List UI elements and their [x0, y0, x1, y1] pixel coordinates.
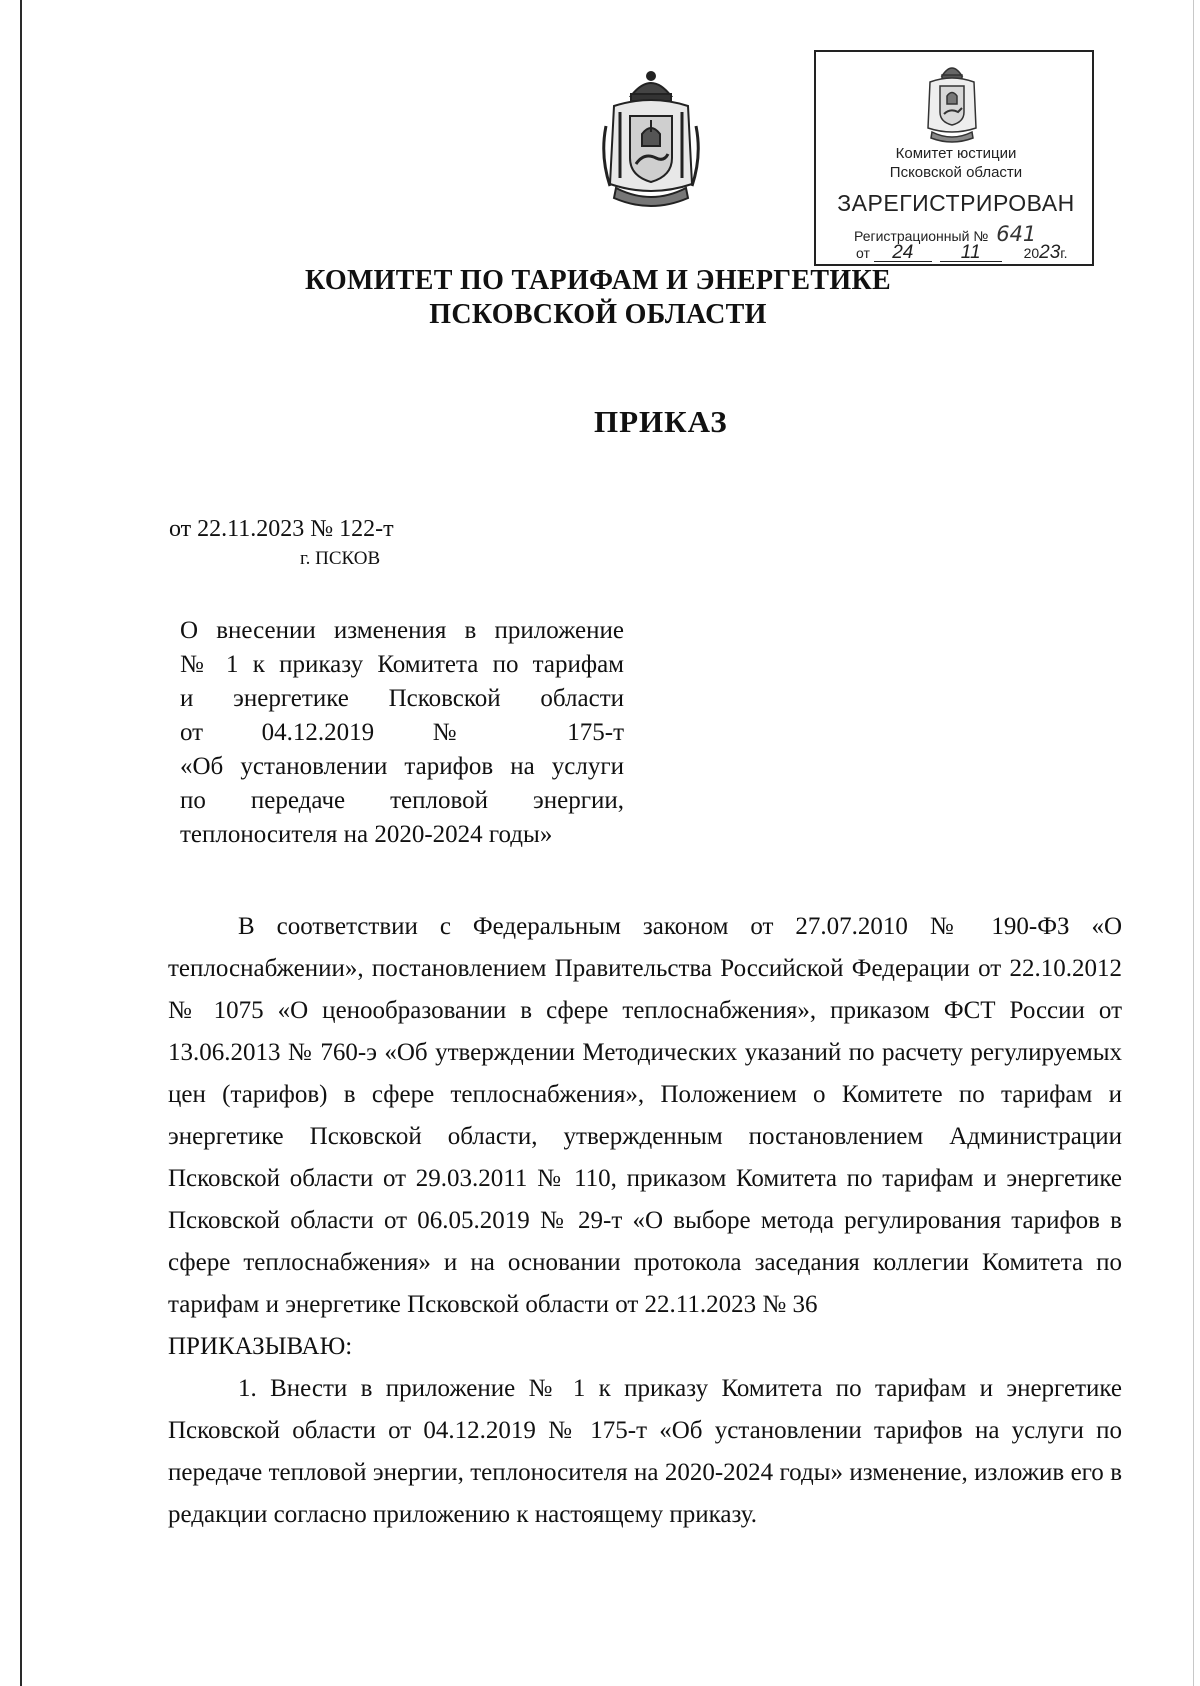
org-title-line2: ПСКОВСКОЙ ОБЛАСТИ [429, 299, 767, 330]
scan-edge-right [1193, 0, 1194, 1686]
stamp-reg-number-value: 641 [996, 222, 1037, 246]
stamp-date-line [856, 242, 1084, 264]
stamp-org-line2: Псковской области [889, 164, 1023, 181]
stamp-date-day: 24 [874, 245, 932, 262]
stamp-reg-number-label: Регистрационный № [854, 228, 989, 244]
subject-line: «Об установлении тарифов на услуги [180, 753, 624, 780]
document-type: ПРИКАЗ [594, 404, 728, 439]
org-title-line1: КОМИТЕТ ПО ТАРИФАМ И ЭНЕРГЕТИКЕ [304, 265, 892, 296]
stamp-date-month: 11 [940, 245, 1002, 262]
subject-line: по передаче тепловой энергии, [180, 787, 624, 814]
body-paragraph-item-1: 1. Внести в приложение № 1 к приказу Комитета по тарифам и энергетике Псковской области от 04.12.2019 № 175-т «Об установлении тарифов на услуги по передаче тепловой энергии, теплоносителя на 2020-2024 годы» изменение, изложив его в редакции согласно приложению к настоящему приказу. [168, 1375, 1122, 1528]
org-title [0, 264, 1200, 332]
stamp-status: ЗАРЕГИСТРИРОВАН [837, 190, 1075, 216]
subject-line: и энергетике Псковской области [180, 685, 624, 712]
subject-line: теплоносителя на 2020-2024 годы» [180, 821, 553, 848]
coat-of-arms-icon [920, 58, 984, 146]
registration-stamp [814, 50, 1094, 266]
scan-edge-left [20, 0, 22, 1686]
stamp-date-year [1024, 242, 1068, 264]
order-date-number: от 22.11.2023 № 122-т [169, 516, 394, 542]
stamp-date-year-suffix: г. [1060, 245, 1068, 261]
stamp-date-year-prefix: 20 [1023, 245, 1040, 261]
order-body [168, 906, 1122, 1536]
stamp-date-prefix: от [856, 245, 870, 261]
coat-of-arms-icon [596, 66, 706, 216]
order-subject [180, 614, 624, 852]
decree-word: ПРИКАЗЫВАЮ: [168, 1333, 353, 1360]
order-city: г. ПСКОВ [300, 548, 381, 569]
subject-line: О внесении изменения в приложение [180, 617, 624, 644]
subject-line: от 04.12.2019 № 175-т [180, 719, 624, 746]
stamp-date-year-handwritten: 23 [1039, 242, 1061, 263]
subject-line: № 1 к приказу Комитета по тарифам [180, 651, 624, 678]
body-paragraph-preamble: В соответствии с Федеральным законом от 27.07.2010 № 190-ФЗ «О теплоснабжении», постановлением Правительства Российской Федерации от 22.10.2012 № 1075 «О ценообразовании в сфере теплоснабжения», приказом ФСТ России от 13.06.2013 № 760-э «Об утверждении Методических указаний по расчету регулируемых цен (тарифов) в сфере теплоснабжения», Положением о Комитете по тарифам и энергетике Псковской области, утвержденным постановлением Администрации Псковской области от 29.03.2011 № 110, приказом Комитета по тарифам и энергетике Псковской области от 06.05.2019 № 29-т «О выборе метода регулирования тарифов в сфере теплоснабжения» и на основании протокола заседания коллегии Комитета по тарифам и энергетике Псковской области от 22.11.2023 № 36 [168, 913, 1122, 1318]
stamp-org-line1: Комитет юстиции [895, 145, 1017, 162]
